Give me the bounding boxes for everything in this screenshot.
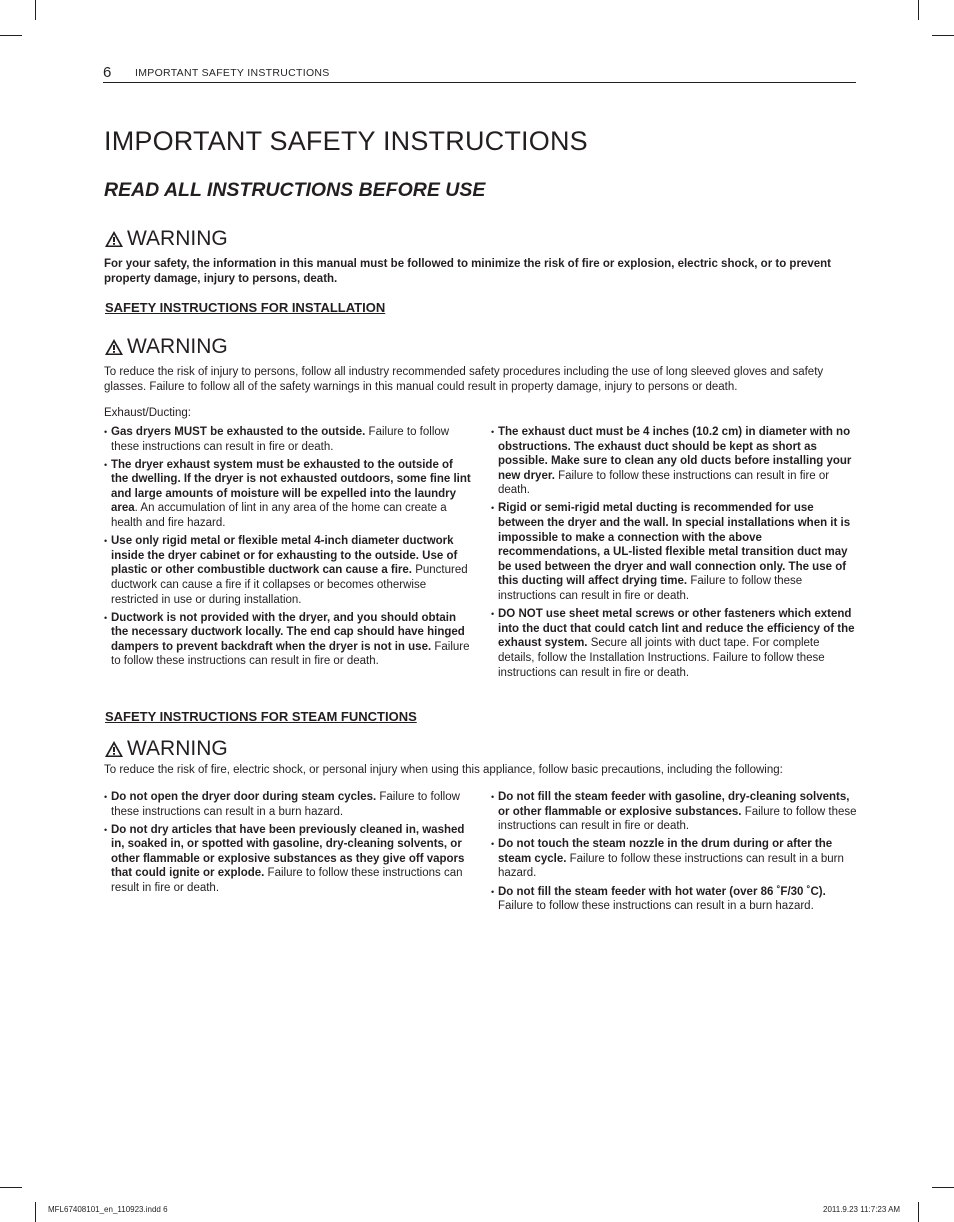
bullet-bold-text: Ductwork is not provided with the dryer, and you should obtain the necessary ductwork locally. The end cap should have hinged dampers to prevent backdraft when the dryer is not in use. xyxy=(111,611,465,653)
warning-heading xyxy=(104,737,228,761)
installation-right-column xyxy=(491,425,859,684)
bullet-bold-text: Do not dry articles that have been previously cleaned in, washed in, soaked in, or spotted with gasoline, dry-cleaning solvents, or other flammable or explosive substances as they give off vapors that could ignite or explode. xyxy=(111,823,465,880)
bullet-item xyxy=(491,425,859,498)
bullet-text: . An accumulation of lint in any area of the home can create a health and fire hazard. xyxy=(111,502,447,530)
bullet-bold-text: Use only rigid metal or flexible metal 4-inch diameter ductwork inside the dryer cabinet or for exhausting to the outside. Use of plastic or other combustible ductwork can cause a fire. xyxy=(111,535,458,577)
bullet-item xyxy=(491,837,859,881)
bullet-item xyxy=(491,790,859,834)
warning-triangle-icon xyxy=(104,230,124,248)
bullet-item xyxy=(104,790,472,819)
bullet-text: Secure all joints with duct tape. For complete details, follow the Installation Instructions. Failure to follow these instructions can result in fire or death. xyxy=(498,637,825,679)
bullet-item xyxy=(104,425,472,454)
page-title: IMPORTANT SAFETY INSTRUCTIONS xyxy=(104,126,588,156)
installation-left-column xyxy=(104,425,472,673)
running-header: IMPORTANT SAFETY INSTRUCTIONS xyxy=(135,67,330,79)
bullet-bold-text: DO NOT use sheet metal screws or other fasteners which extend into the duct that could catch lint and reduce the efficiency of the exhaust system. xyxy=(498,608,855,650)
crop-mark xyxy=(932,1187,954,1188)
bullet-item xyxy=(104,823,472,896)
bullet-bold-text: Rigid or semi-rigid metal ducting is recommended for use between the dryer and the wall. In special installations when it is impossible to make a connection with the above recommendations, a UL-listed flexible metal transition duct may be used between the dryer and wall connection only. The use of this ducting will affect drying time. xyxy=(498,502,851,588)
crop-mark xyxy=(918,0,919,20)
bullet-bold-text: Do not open the dryer door during steam cycles. xyxy=(111,791,377,803)
bullet-item xyxy=(491,607,859,680)
bullet-text: Punctured ductwork can cause a fire if it collapses or becomes otherwise restricted in use or during installation. xyxy=(111,564,468,606)
bullet-item xyxy=(104,458,472,531)
footer-timestamp: 2011.9.23 11:7:23 AM xyxy=(823,1205,901,1214)
bullet-item xyxy=(491,885,859,914)
warning-text: For your safety, the information in this manual must be followed to minimize the risk of fire or explosion, electric shock, or to prevent property damage, injury to persons, death. xyxy=(104,258,831,285)
bullet-bold-text: Do not touch the steam nozzle in the drum during or after the steam cycle. xyxy=(498,838,833,865)
section-heading-steam: SAFETY INSTRUCTIONS FOR STEAM FUNCTIONS xyxy=(105,709,417,724)
bullet-bold-text: The dryer exhaust system must be exhausted to the outside of the dwelling. If the dryer is not exhausted outdoors, some fine lint and large amounts of moisture will be expelled into the laundry area xyxy=(111,458,471,515)
bullet-bold-text: The exhaust duct must be 4 inches (10.2 cm) in diameter with no obstructions. The exhaust duct should be kept as short as possible. Make sure to clean any old ducts before installing your new dryer. xyxy=(498,426,852,482)
bullet-bold-text: Do not fill the steam feeder with hot water (over 86 ˚F/30 ˚C). xyxy=(498,885,826,898)
warning-label: WARNING xyxy=(127,227,228,250)
bullet-bold-text: Do not fill the steam feeder with gasoline, dry-cleaning solvents, or other flammable or explosive substances. xyxy=(498,791,850,818)
crop-mark xyxy=(932,35,954,36)
section-heading-installation: SAFETY INSTRUCTIONS FOR INSTALLATION xyxy=(105,300,386,315)
bullet-bold-text: Gas dryers MUST be exhausted to the outside. xyxy=(111,426,366,438)
footer-filename: MFL67408101_en_110923.indd 6 xyxy=(48,1205,168,1214)
steam-right-column xyxy=(491,790,859,917)
crop-mark xyxy=(0,35,22,36)
bullet-item xyxy=(104,611,472,669)
header-divider xyxy=(103,82,856,83)
crop-mark xyxy=(35,0,36,20)
crop-mark xyxy=(0,1187,22,1188)
warning-label: WARNING xyxy=(127,737,228,760)
bullet-text: Failure to follow these instructions can result in fire or death. xyxy=(498,469,830,497)
crop-mark xyxy=(35,1202,36,1222)
warning-heading xyxy=(104,335,228,359)
crop-mark xyxy=(918,1202,919,1222)
bullet-text: Failure to follow these instructions can result in fire or death. xyxy=(111,426,450,453)
warning-triangle-icon xyxy=(104,740,124,758)
bullet-item xyxy=(491,501,859,603)
page-number: 6 xyxy=(103,64,112,81)
bullet-text: Failure to follow these instructions can result in a burn hazard. xyxy=(498,852,844,880)
bullet-text: Failure to follow these instructions can result in fire or death. xyxy=(111,640,470,668)
bullet-text: Failure to follow these instructions can result in a burn hazard. xyxy=(111,791,460,818)
warning-triangle-icon xyxy=(104,338,124,356)
bullet-text: Failure to follow these instructions can result in fire or death. xyxy=(498,575,803,603)
page-subtitle: READ ALL INSTRUCTIONS BEFORE USE xyxy=(104,179,486,201)
bullet-text: Failure to follow these instructions can result in a burn hazard. xyxy=(498,900,814,913)
bullet-item xyxy=(104,534,472,607)
warning-heading xyxy=(104,227,228,251)
warning-label: WARNING xyxy=(127,335,228,358)
bullet-text: Failure to follow these instructions can result in fire or death. xyxy=(111,867,463,895)
bullet-text: Failure to follow these instructions can result in fire or death. xyxy=(498,805,857,833)
exhaust-label: Exhaust/Ducting: xyxy=(104,407,191,419)
installation-warning-text: To reduce the risk of injury to persons, follow all industry recommended safety procedures including the use of long sleeved gloves and safety glasses. Failure to follow all of the safety warnings in this manual could result in property damage, injury to persons or death. xyxy=(104,366,824,393)
steam-left-column xyxy=(104,790,472,899)
steam-warning-text: To reduce the risk of fire, electric shock, or personal injury when using this appliance, follow basic precautions, including the following: xyxy=(104,764,783,776)
